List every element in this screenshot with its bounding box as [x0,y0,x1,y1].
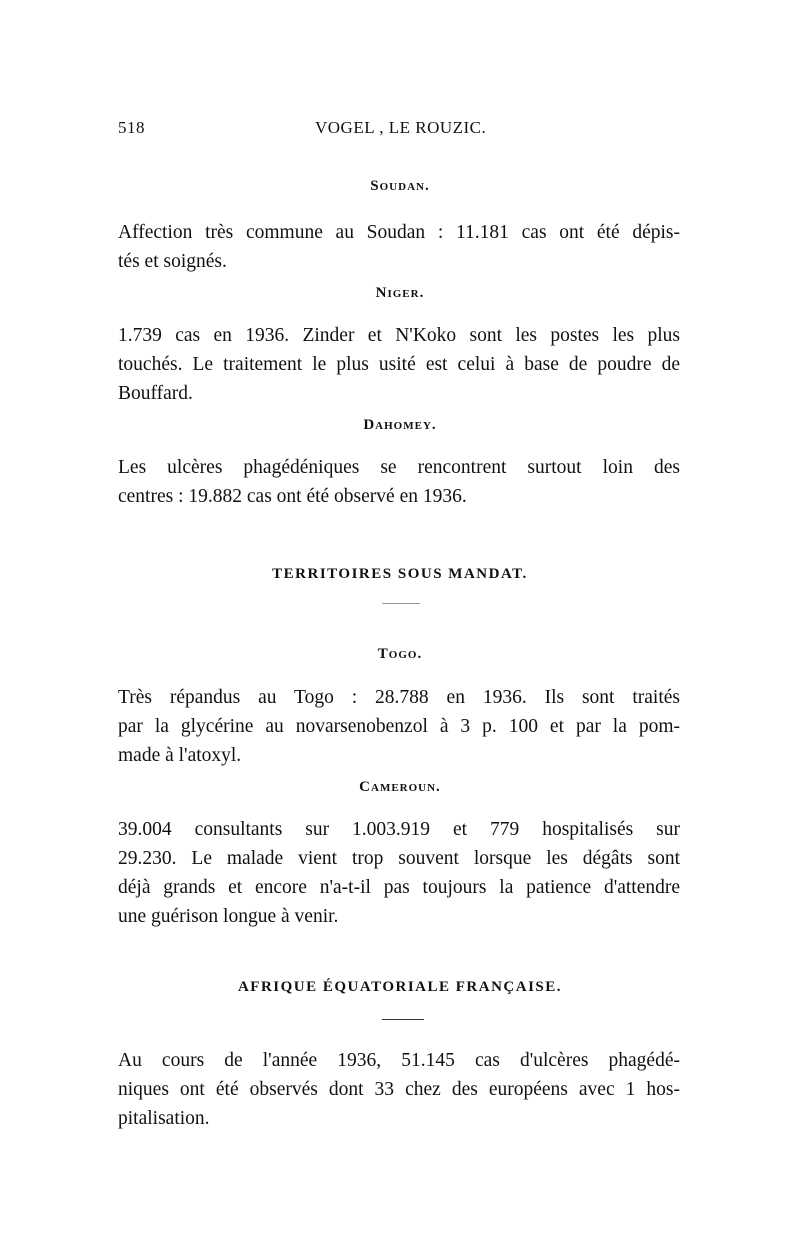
paragraph-line: touchés. Le traitement le plus usité est celui à base de poudre de [118,354,680,375]
paragraph-line: 39.004 consultants sur 1.003.919 et 779 hospitalisés sur [118,819,680,840]
heading-territoires: TERRITOIRES SOUS MANDAT. [272,566,528,582]
paragraph-line: une guérison longue à venir. [118,906,339,927]
section-divider [382,603,420,604]
paragraph-line: Affection très commune au Soudan : 11.181 cas ont été dépis- [118,222,680,243]
paragraph-line: Les ulcères phagédéniques se rencontrent surtout loin des [118,457,680,478]
paragraph-line: 29.230. Le malade vient trop souvent lorsque les dégâts sont [118,848,680,869]
paragraph-line: Au cours de l'année 1936, 51.145 cas d'ulcères phagédé- [118,1050,680,1071]
paragraph-niger [118,321,680,408]
section-divider [382,1019,424,1020]
paragraph-line: pitalisation. [118,1108,210,1129]
running-head-title: VOGEL , LE ROUZIC. [315,118,487,137]
heading-aef: AFRIQUE ÉQUATORIALE FRANÇAISE. [237,979,563,995]
heading-cameroun: Cameroun. [359,779,441,795]
paragraph-line: par la glycérine au novarsenobenzol à 3 p. 100 et par la pom- [118,716,680,737]
heading-soudan: Soudan. [370,178,430,194]
paragraph-line: centres : 19.882 cas ont été observé en 1936. [118,486,467,507]
paragraph-line: made à l'atoxyl. [118,745,242,766]
paragraph-soudan [118,218,680,276]
page-number: 518 [118,118,145,137]
heading-niger: Niger. [375,285,425,301]
running-head [118,118,678,142]
paragraph-line: 1.739 cas en 1936. Zinder et N'Koko sont les postes les plus [118,325,680,346]
paragraph-line: déjà grands et encore n'a-t-il pas toujours la patience d'attendre [118,877,680,898]
paragraph-line: Très répandus au Togo : 28.788 en 1936. Ils sont traités [118,687,680,708]
paragraph-line: Bouffard. [118,383,193,404]
heading-togo: Togo. [377,646,423,662]
paragraph-cameroun [118,815,680,931]
paragraph-line: tés et soignés. [118,251,227,272]
paragraph-line: niques ont été observés dont 33 chez des européens avec 1 hos- [118,1079,680,1100]
paragraph-aef [118,1046,680,1133]
heading-dahomey: Dahomey. [363,417,437,433]
paragraph-togo [118,683,680,770]
paragraph-dahomey [118,453,680,511]
